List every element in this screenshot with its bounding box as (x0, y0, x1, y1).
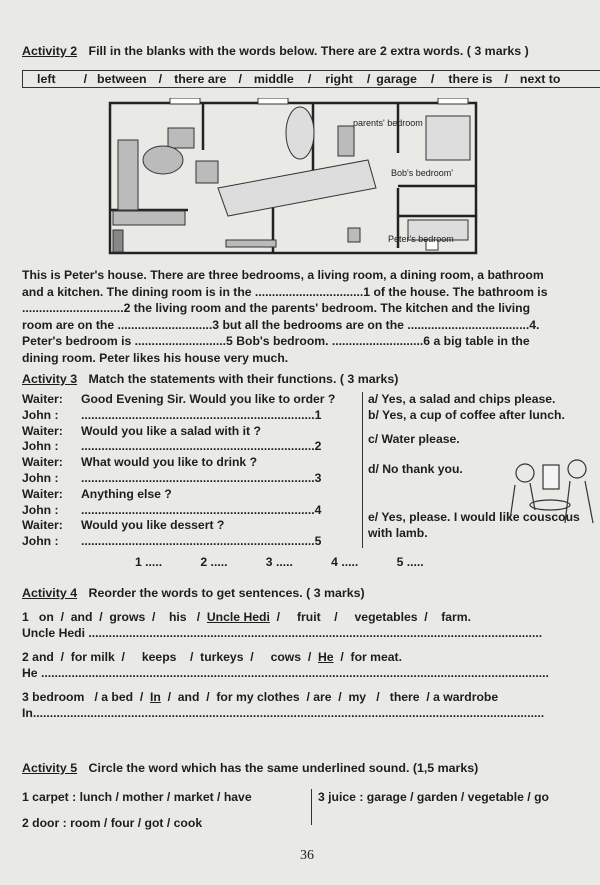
sound-item-1: 1 carpet : lunch / mother / market / have (22, 790, 252, 804)
activity-instruction: Match the statements with their functions. ( 3 marks) (88, 372, 399, 386)
activity-label: Activity 4 (22, 586, 78, 600)
sound-item-2: 2 door : room / four / got / cook (22, 816, 203, 830)
room-label-bob: Bob's bedroom' (391, 168, 453, 178)
word: there are (174, 72, 227, 86)
answer-slot[interactable]: 2 ..... (200, 555, 228, 569)
line-text: What would you like to drink ? (81, 455, 258, 470)
scrambled-words: 1 on / and / grows / his / (22, 610, 207, 624)
activity-instruction: Reorder the words to get sentences. ( 3 marks) (88, 586, 365, 600)
word: garage (376, 72, 417, 86)
paragraph-line: This is Peter's house. There are three bedrooms, a living room, a dining room, a bathroom (22, 268, 544, 282)
activity2-title (22, 44, 529, 58)
scrambled-words: / fruit / vegetables / farm. (269, 610, 472, 624)
reorder-item (22, 650, 402, 664)
line-text: .....................................................................1 (81, 407, 322, 422)
speaker: John : (22, 502, 59, 517)
speaker: Waiter: (22, 423, 63, 438)
column-divider (362, 392, 363, 548)
option: b/ Yes, a cup of coffee after lunch. (368, 408, 565, 422)
sound-item-3: 3 juice : garage / garden / vegetable / go (318, 790, 549, 804)
option: e/ Yes, please. I would like couscous (368, 510, 580, 524)
paragraph-line: Peter's bedroom is ...........................5 Bob's bedroom. ...........................6 a big table in the (22, 334, 530, 349)
option: c/ Water please. (368, 432, 460, 446)
activity3-title (22, 372, 398, 386)
line-text: .....................................................................3 (81, 470, 322, 485)
paragraph-line: ..............................2 the living room and the parents' bedroom. The kitchen and the living (22, 301, 531, 316)
answer-slot[interactable]: 3 ..... (265, 555, 293, 569)
dialogue-line (22, 455, 335, 471)
paragraph-line: room are on the ............................3 but all the bedrooms are on the ....................................4. (22, 317, 540, 332)
activity-instruction: Circle the word which has the same underlined sound. (1,5 marks) (88, 761, 479, 775)
activity-label: Activity 2 (22, 44, 78, 58)
answer-slot[interactable]: 1 ..... (135, 555, 163, 569)
word: there is (448, 72, 493, 86)
dialogue-line (22, 487, 335, 503)
underlined-word: In (150, 690, 161, 704)
dialogue-line (22, 518, 335, 534)
line-text: Anything else ? (81, 486, 172, 501)
floor-plan (108, 98, 488, 260)
activity-label: Activity 5 (22, 761, 78, 775)
word: next to (519, 72, 561, 86)
speaker: Waiter: (22, 486, 63, 501)
scrambled-words: 2 and / for milk / keeps / turkeys / cows / (22, 650, 318, 664)
activity-label: Activity 3 (22, 372, 78, 386)
speaker: Waiter: (22, 518, 63, 533)
speaker: Waiter: (22, 455, 63, 470)
option: d/ No thank you. (368, 462, 463, 476)
option: with lamb. (368, 526, 428, 540)
activity-instruction: Fill in the blanks with the words below. There are 2 extra words. ( 3 marks ) (88, 44, 529, 58)
dialogue-line (22, 439, 335, 455)
answer-slot[interactable]: 5 ..... (396, 555, 424, 569)
answer-line[interactable]: In....................................................................................................................................................... (22, 706, 545, 720)
answer-row (135, 555, 459, 569)
dialogue (22, 392, 335, 550)
word: middle (253, 72, 294, 86)
speaker: John : (22, 470, 59, 485)
option: a/ Yes, a salad and chips please. (368, 392, 556, 406)
speaker: Waiter: (22, 392, 63, 406)
dialogue-line (22, 408, 335, 424)
line-text: Would you like a salad with it ? (81, 423, 261, 438)
speaker: John : (22, 534, 59, 549)
activity2-paragraph (22, 267, 600, 367)
word: right (325, 72, 353, 86)
word: between (97, 72, 147, 86)
underlined-word: Uncle Hedi (206, 610, 270, 624)
line-text: Would you like dessert ? (81, 518, 225, 533)
room-label-peter: Peter's bedroom (388, 234, 454, 244)
dialogue-line (22, 503, 335, 519)
page-number: 36 (300, 848, 314, 863)
scrambled-words: / for meat. (333, 650, 402, 664)
dialogue-line (22, 534, 335, 550)
waiter-illustration (505, 455, 600, 525)
answer-line[interactable]: He ...................................................................................................................................................... (22, 666, 549, 680)
scrambled-words: / and / for my clothes / are / my / there / a wardrobe (160, 690, 499, 704)
activity4-title (22, 586, 365, 600)
dialogue-line (22, 424, 335, 440)
underlined-word: He (318, 650, 334, 664)
paragraph-line: and a kitchen. The dining room is in the ................................1 of the house. The bathroom is (22, 284, 548, 299)
line-text: .....................................................................2 (81, 439, 322, 454)
activity5-title (22, 761, 478, 775)
line-text: .....................................................................5 (81, 534, 322, 549)
room-label-parents: parents' bedroom (353, 118, 423, 128)
scrambled-words: 3 bedroom / a bed / (22, 690, 150, 704)
dialogue-line (22, 392, 335, 408)
answer-line[interactable]: Uncle Hedi ...................................................................................................................................... (22, 626, 543, 640)
line-text: .....................................................................4 (81, 502, 322, 517)
reorder-item (22, 610, 471, 624)
word-bank: left / between / there are / middle / right / garage / there is / next to (22, 70, 600, 88)
reorder-item (22, 690, 498, 704)
answer-slot[interactable]: 4 ..... (331, 555, 359, 569)
speaker: John : (22, 407, 59, 422)
paragraph-line: dining room. Peter likes his house very much. (22, 350, 289, 365)
word: left (37, 72, 56, 86)
line-text: Good Evening Sir. Would you like to order ? (81, 392, 336, 406)
column-divider (311, 789, 312, 825)
dialogue-line (22, 471, 335, 487)
speaker: John : (22, 439, 59, 454)
